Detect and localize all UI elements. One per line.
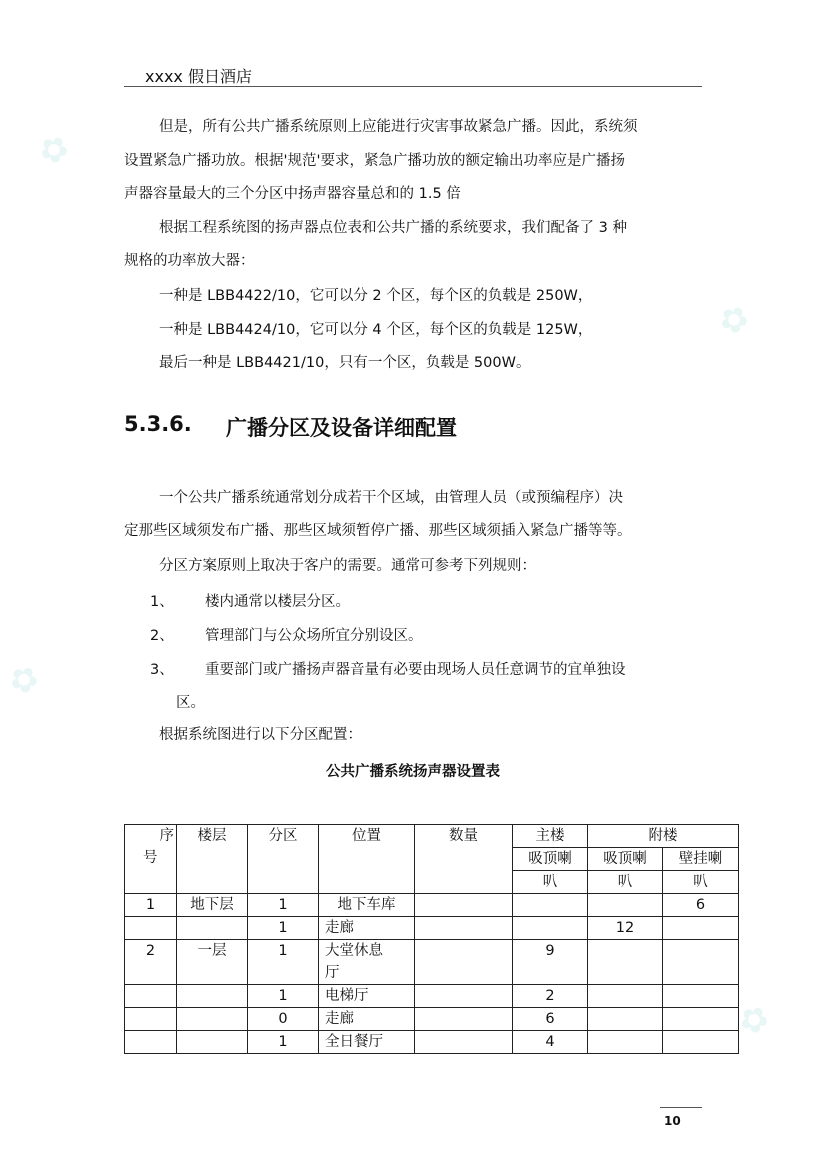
list-item-continuation: 区。 xyxy=(176,695,205,711)
cell-zone: 1 xyxy=(248,940,319,985)
cell-main-ceiling xyxy=(513,917,588,940)
list-item-text: 重要部门或广播扬声器音量有必要由现场人员任意调节的宜单独设 xyxy=(205,662,626,678)
cell-annex-wall xyxy=(663,1031,739,1054)
cell-location-line: 厅 xyxy=(325,965,340,981)
watermark: ✿ xyxy=(710,295,759,345)
cell-quantity xyxy=(415,1031,513,1054)
cell-zone: 1 xyxy=(248,917,319,940)
cell-zone: 0 xyxy=(248,1008,319,1031)
watermark: ✿ xyxy=(0,655,49,705)
cell-seq: 2 xyxy=(125,940,177,985)
header-seq xyxy=(125,825,177,894)
cell-main-ceiling: 9 xyxy=(513,940,588,985)
cell-location: 走廊 xyxy=(319,917,415,940)
amplifier-spec: 最后一种是 LBB4421/10，只有一个区，负载是 500W。 xyxy=(159,355,531,371)
cell-floor xyxy=(177,917,248,940)
watermark: ✿ xyxy=(30,125,79,175)
list-item-text: 管理部门与公众场所宜分别设区。 xyxy=(205,628,423,644)
cell-main-ceiling: 2 xyxy=(513,985,588,1008)
header-title: xxxx 假日酒店 xyxy=(145,67,252,86)
paragraph-line: 分区方案原则上取决于客户的需要。通常可参考下列规则： xyxy=(159,558,536,574)
section-number: 5.3.6. xyxy=(124,412,192,436)
cell-location xyxy=(319,940,415,985)
cell-floor: 地下层 xyxy=(177,894,248,917)
cell-annex-ceiling xyxy=(588,894,663,917)
cell-seq xyxy=(125,985,177,1008)
header-annex-ceiling: 吸顶喇 xyxy=(588,848,663,871)
header-seq-bottom: 号 xyxy=(143,850,158,866)
cell-annex-ceiling xyxy=(588,985,663,1008)
cell-location: 电梯厅 xyxy=(319,985,415,1008)
paragraph-line: 声器容量最大的三个分区中扬声器容量总和的 1.5 倍 xyxy=(124,186,461,202)
cell-annex-wall xyxy=(663,1008,739,1031)
header-divider xyxy=(124,86,702,87)
table-row xyxy=(125,1031,739,1054)
header-floor: 楼层 xyxy=(177,825,248,894)
cell-main-ceiling xyxy=(513,894,588,917)
cell-annex-wall xyxy=(663,917,739,940)
cell-annex-wall: 6 xyxy=(663,894,739,917)
cell-annex-ceiling xyxy=(588,1031,663,1054)
cell-main-ceiling: 6 xyxy=(513,1008,588,1031)
cell-location: 全日餐厅 xyxy=(319,1031,415,1054)
cell-quantity xyxy=(415,940,513,985)
header-quantity: 数量 xyxy=(415,825,513,894)
header-annex: 附楼 xyxy=(588,825,739,848)
cell-location: 地下车库 xyxy=(319,894,415,917)
table-row xyxy=(125,917,739,940)
amplifier-spec: 一种是 LBB4424/10，它可以分 4 个区，每个区的负载是 125W， xyxy=(159,322,593,338)
cell-quantity xyxy=(415,894,513,917)
cell-zone: 1 xyxy=(248,985,319,1008)
cell-floor xyxy=(177,985,248,1008)
cell-zone: 1 xyxy=(248,1031,319,1054)
amplifier-spec: 一种是 LBB4422/10，它可以分 2 个区，每个区的负载是 250W， xyxy=(159,288,593,304)
cell-seq xyxy=(125,917,177,940)
cell-location: 走廊 xyxy=(319,1008,415,1031)
header-annex-wall: 壁挂喇 xyxy=(663,848,739,871)
watermark: ✿ xyxy=(730,995,779,1045)
table-title: 公共广播系统扬声器设置表 xyxy=(326,764,500,780)
cell-annex-ceiling xyxy=(588,940,663,985)
header-annex-wall-cont: 叭 xyxy=(663,871,739,894)
table-row xyxy=(125,985,739,1008)
table-row xyxy=(125,940,739,985)
cell-floor xyxy=(177,1031,248,1054)
cell-annex-ceiling xyxy=(588,1008,663,1031)
cell-location-line: 大堂休息 xyxy=(325,943,383,959)
table-row xyxy=(125,894,739,917)
cell-quantity xyxy=(415,1008,513,1031)
cell-main-ceiling: 4 xyxy=(513,1031,588,1054)
cell-annex-wall xyxy=(663,985,739,1008)
list-item-number: 1、 xyxy=(150,594,174,610)
paragraph-line: 一个公共广播系统通常划分成若干个区域，由管理人员（或预编程序）决 xyxy=(159,490,623,506)
paragraph-line: 但是，所有公共广播系统原则上应能进行灾害事故紧急广播。因此，系统须 xyxy=(159,119,638,135)
header-annex-ceiling-cont: 叭 xyxy=(588,871,663,894)
cell-quantity xyxy=(415,985,513,1008)
cell-seq: 1 xyxy=(125,894,177,917)
section-title: 广播分区及设备详细配置 xyxy=(226,416,457,440)
cell-annex-wall xyxy=(663,940,739,985)
footer-divider xyxy=(660,1107,702,1108)
paragraph-line: 规格的功率放大器： xyxy=(124,253,255,269)
page-number: 10 xyxy=(664,1114,681,1128)
cell-quantity xyxy=(415,917,513,940)
list-item-text: 楼内通常以楼层分区。 xyxy=(205,594,350,610)
header-main-ceiling: 吸顶喇 xyxy=(513,848,588,871)
cell-annex-ceiling: 12 xyxy=(588,917,663,940)
paragraph-line: 定那些区域须发布广播、那些区域须暂停广播、那些区域须插入紧急广播等等。 xyxy=(124,523,632,539)
table-row xyxy=(125,1008,739,1031)
cell-seq xyxy=(125,1008,177,1031)
paragraph-line: 设置紧急广播功放。根据'规范'要求，紧急广播功放的额定输出功率应是广播扬 xyxy=(124,153,625,169)
header-zone: 分区 xyxy=(248,825,319,894)
header-location: 位置 xyxy=(319,825,415,894)
cell-floor: 一层 xyxy=(177,940,248,985)
header-main: 主楼 xyxy=(513,825,588,848)
paragraph-line: 根据工程系统图的扬声器点位表和公共广播的系统要求，我们配备了 3 种 xyxy=(159,220,627,236)
paragraph-line: 根据系统图进行以下分区配置： xyxy=(159,727,362,743)
cell-floor xyxy=(177,1008,248,1031)
header-main-ceiling-cont: 叭 xyxy=(513,871,588,894)
header-seq-top: 序 xyxy=(159,828,174,844)
cell-zone: 1 xyxy=(248,894,319,917)
cell-seq xyxy=(125,1031,177,1054)
list-item-number: 3、 xyxy=(150,662,174,678)
list-item-number: 2、 xyxy=(150,628,174,644)
speaker-table xyxy=(124,824,739,1054)
